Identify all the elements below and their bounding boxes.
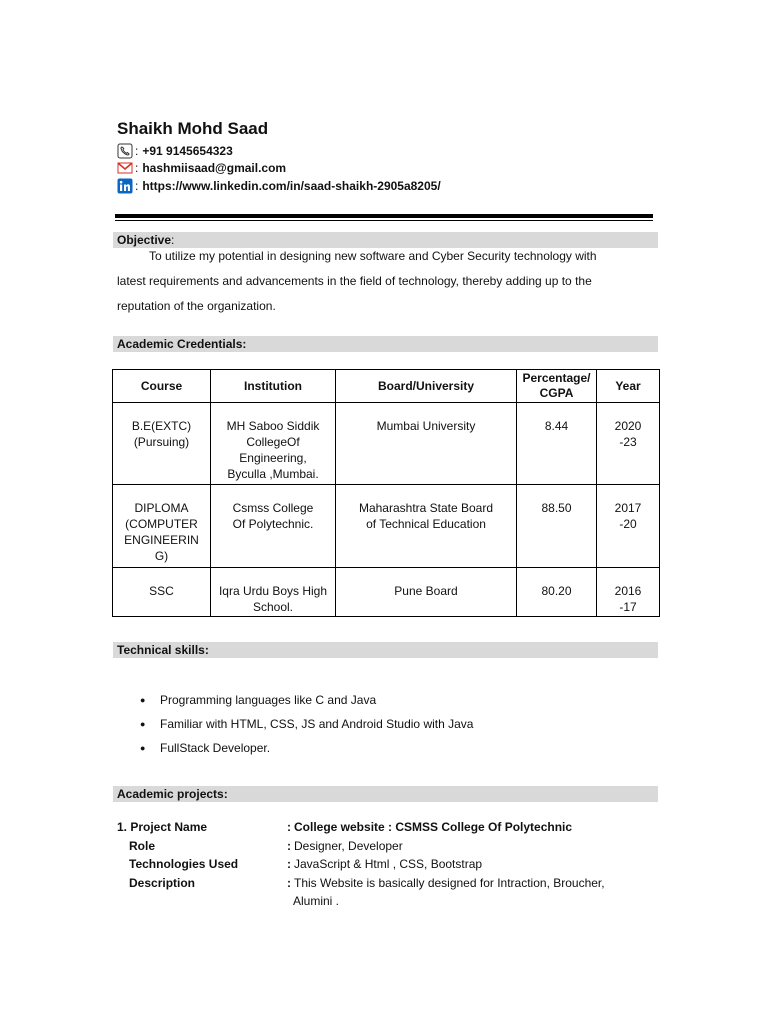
- skill-text: Programming languages like C and Java: [160, 693, 377, 707]
- linkedin-separator: :: [135, 179, 139, 193]
- objective-line-3: reputation of the organization.: [117, 299, 276, 313]
- cell-course: B.E(EXTC) (Pursuing): [113, 403, 211, 485]
- cell-course: DIPLOMA (COMPUTER ENGINEERIN G): [113, 485, 211, 568]
- linkedin-icon: [117, 178, 133, 194]
- project-description-value-2: Alumini .: [293, 894, 340, 908]
- cell-institution: Iqra Urdu Boys High School.: [211, 568, 336, 617]
- project-description-label: Description: [129, 875, 196, 890]
- objective-line-2: latest requirements and advancements in the field of technology, thereby adding up to the: [117, 274, 592, 288]
- header-divider-thick: [115, 214, 653, 218]
- project-tech-label: Technologies Used: [129, 857, 239, 871]
- academic-heading: Academic Credentials:: [117, 337, 247, 351]
- skills-heading: Technical skills:: [117, 643, 209, 657]
- project-role-value: Designer, Developer: [294, 838, 403, 853]
- project-description-row: [117, 874, 605, 893]
- cell-board: Maharashtra State Board of Technical Education: [336, 485, 517, 568]
- email-address[interactable]: hashmiisaad@gmail.com: [142, 161, 287, 175]
- project-role-colon: :: [287, 838, 291, 853]
- cell-percentage: 80.20: [517, 568, 597, 617]
- list-item: [140, 739, 473, 763]
- project-name-row: [117, 818, 605, 837]
- cell-percentage: 8.44: [517, 403, 597, 485]
- cell-institution: Csmss College Of Polytechnic.: [211, 485, 336, 568]
- list-item: [140, 691, 473, 715]
- project-name-value: College website : CSMSS College Of Polytechnic: [294, 820, 573, 834]
- project-description-value: This Website is basically designed for Intraction, Broucher,: [294, 875, 605, 890]
- linkedin-row: [117, 178, 441, 194]
- cell-year: 2016 -17: [597, 568, 660, 617]
- projects-heading-bar: [113, 786, 658, 802]
- project-name-label: 1. Project Name: [117, 820, 208, 834]
- objective-heading: Objective: [117, 233, 172, 247]
- email-separator: :: [135, 161, 139, 175]
- phone-separator: :: [135, 144, 139, 158]
- project-tech-row: [117, 855, 605, 874]
- candidate-name: Shaikh Mohd Saad: [117, 119, 269, 138]
- project-tech-colon: :: [287, 857, 291, 871]
- email-row: [117, 160, 286, 176]
- skills-list: [140, 691, 473, 763]
- column-header-percentage: Percentage/ CGPA: [517, 370, 597, 403]
- cell-board: Pune Board: [336, 568, 517, 617]
- column-header-year: Year: [597, 370, 660, 403]
- table-row: [113, 568, 660, 617]
- column-header-institution: Institution: [211, 370, 336, 403]
- table-row: [113, 485, 660, 568]
- table-row: [113, 403, 660, 485]
- cell-year: 2017 -20: [597, 485, 660, 568]
- linkedin-url[interactable]: https://www.linkedin.com/in/saad-shaikh-2905a8205/: [142, 179, 441, 193]
- header-divider-thin: [115, 220, 653, 221]
- cell-percentage: 88.50: [517, 485, 597, 568]
- project-description-colon: :: [287, 875, 291, 890]
- column-header-course: Course: [113, 370, 211, 403]
- project-role-label: Role: [129, 838, 156, 853]
- phone-icon: [117, 143, 133, 159]
- project-name-colon: :: [287, 820, 291, 834]
- phone-number: +91 9145654323: [142, 144, 233, 158]
- table-header-row: [113, 370, 660, 403]
- objective-heading-colon: :: [171, 233, 175, 247]
- column-header-board: Board/University: [336, 370, 517, 403]
- project-details: [117, 818, 605, 911]
- phone-row: [117, 143, 233, 159]
- bullet-icon: ●: [140, 743, 146, 753]
- project-description-row-2: [117, 892, 605, 911]
- academic-heading-bar: [113, 336, 658, 352]
- skill-text: FullStack Developer.: [160, 741, 271, 755]
- list-item: [140, 715, 473, 739]
- project-tech-value: JavaScript & Html , CSS, Bootstrap: [294, 857, 483, 871]
- skills-heading-bar: [113, 642, 658, 658]
- cell-board: Mumbai University: [336, 403, 517, 485]
- project-role-row: [117, 837, 605, 856]
- bullet-icon: ●: [140, 695, 146, 705]
- academic-credentials-table: [112, 369, 660, 617]
- cell-year: 2020 -23: [597, 403, 660, 485]
- bullet-icon: ●: [140, 719, 146, 729]
- projects-heading: Academic projects:: [117, 787, 228, 801]
- objective-line-1: To utilize my potential in designing new software and Cyber Security technology with: [149, 249, 597, 263]
- gmail-icon: [117, 160, 133, 176]
- cell-institution: MH Saboo Siddik CollegeOf Engineering, Byculla ,Mumbai.: [211, 403, 336, 485]
- skill-text: Familiar with HTML, CSS, JS and Android Studio with Java: [160, 717, 474, 731]
- objective-heading-bar: [113, 232, 658, 248]
- cell-course: SSC: [113, 568, 211, 617]
